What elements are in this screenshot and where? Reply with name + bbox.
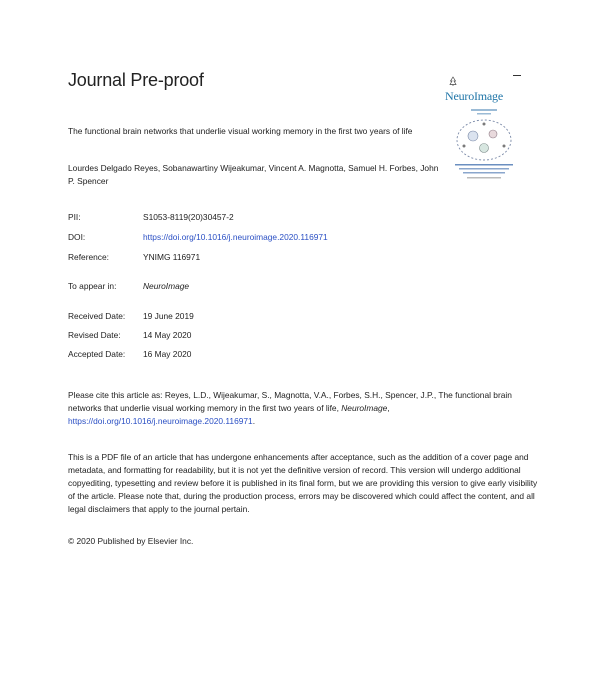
cover-brain-illustration [449,106,519,181]
pii-value: S1053-8119(20)30457-2 [143,212,234,222]
reference-value: YNIMG 116971 [143,252,201,262]
copyright-line: © 2020 Published by Elsevier Inc. [68,536,194,546]
cover-journal-name: NeuroImage [445,89,503,103]
citation-paragraph [68,389,538,428]
received-date: 19 June 2019 [143,311,194,321]
elsevier-logo-icon [449,76,457,86]
citation-text: Please cite this article as: Reyes, L.D., Wijeakumar, S., Magnotta, V.A., Forbes, S.H., Spencer, J.P., The functional brain networks that underlie visual working memory in the first two years of life, [68,390,512,413]
revised-date: 14 May 2020 [143,330,192,340]
received-label: Received Date: [68,311,126,321]
accepted-label: Accepted Date: [68,349,126,359]
accepted-date: 16 May 2020 [143,349,192,359]
article-title: The functional brain networks that underlie visual working memory in the first two years of life [68,126,413,136]
pii-label: PII: [68,212,81,222]
journal-cover [441,73,523,183]
preproof-notice: This is a PDF file of an article that has undergone enhancements after acceptance, such as the addition of a cover page and metadata, and formatting for readability, but it is not yet the definitive version of record. This version will undergo additional copyediting, typesetting and review before it is published in its final form, but we are providing this version to give early visibility of the article. Please note that, during the production process, errors may be discovered which could affect the content, and all legal disclaimers that apply to the journal pertain. [68,452,538,514]
revised-label: Revised Date: [68,330,121,340]
author-list: Lourdes Delgado Reyes, Sobanawartiny Wijeakumar, Vincent A. Magnotta, Samuel H. Forbes, John P. Spencer [68,163,439,186]
appear-label: To appear in: [68,281,117,291]
reference-label: Reference: [68,252,109,262]
citation-separator: , [387,403,390,413]
doi-link[interactable]: https://doi.org/10.1016/j.neuroimage.2020.116971 [143,232,328,242]
citation-end: . [252,416,256,426]
doi-label: DOI: [68,232,86,242]
appear-journal: NeuroImage [143,281,190,291]
citation-doi-link[interactable]: https://doi.org/10.1016/j.neuroimage.2020.116971 [68,416,253,426]
page-title: Journal Pre-proof [68,70,204,90]
citation-journal: NeuroImage [341,403,388,413]
cover-mark [513,75,521,76]
